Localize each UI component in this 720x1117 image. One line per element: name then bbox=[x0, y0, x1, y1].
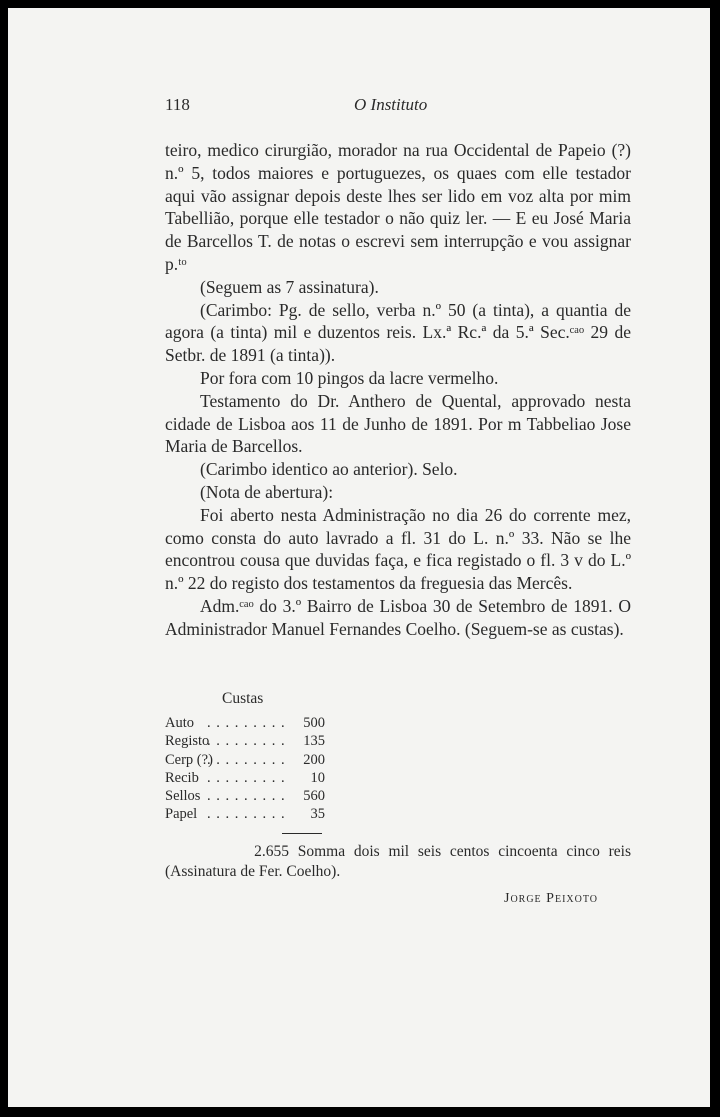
dot-leader bbox=[207, 788, 291, 805]
dot-leader bbox=[207, 806, 291, 823]
dot-leader bbox=[207, 770, 291, 787]
cost-value: 10 bbox=[310, 769, 325, 786]
total-value: 2.655 bbox=[254, 843, 289, 860]
dot-leader bbox=[207, 733, 291, 750]
paragraph: Por fora com 10 pingos da lacre vermelho. bbox=[200, 367, 499, 388]
author-signature: Jorge Peixoto bbox=[504, 891, 598, 906]
paragraph: (Carimbo identico ao anterior). Selo. bbox=[200, 459, 458, 480]
body-text bbox=[165, 139, 631, 641]
running-title: O Instituto bbox=[354, 95, 428, 114]
cost-value: 35 bbox=[310, 806, 325, 823]
cost-label: Cerp (?) bbox=[165, 751, 213, 768]
cost-label: Auto bbox=[165, 715, 194, 731]
costs-title: Custas bbox=[222, 690, 264, 707]
cost-row bbox=[165, 788, 325, 806]
paragraph: (Carimbo: Pg. de sello, verba n.º 50 (a tinta), a quantia de agora (a tinta) mil e duzentos reis. Lx.ª Rc.ª da 5.ª Sec.ᶜᵃᵒ 29 de Setbr. de 1891 (a tinta)). bbox=[165, 299, 631, 366]
cost-label: Recib bbox=[165, 769, 199, 786]
dot-leader bbox=[207, 752, 291, 769]
cost-value: 500 bbox=[303, 715, 325, 731]
total-text: Somma dois mil seis centos cincoenta cinco reis (Assinatura de Fer. Coelho). bbox=[165, 843, 632, 880]
cost-label: Sellos bbox=[165, 788, 201, 805]
cost-value: 135 bbox=[303, 733, 325, 750]
paragraph: (Seguem as 7 assinatura). bbox=[200, 276, 379, 297]
paragraph: teiro, medico cirurgião, morador na rua Occidental de Papeio (?) n.º 5, todos maiores e portuguezes, os quaes com elle testador aqui vão assignar depois deste lhes ser lido em voz alta por mim Tabellião, porque elle testador o não quiz ler. — E eu José Maria de Barcellos T. de notas o escrevi sem interrupção e vou assignar p.ᵗᵒ bbox=[165, 140, 631, 274]
cost-row bbox=[165, 715, 325, 733]
sum-rule bbox=[282, 833, 322, 834]
cost-value: 200 bbox=[303, 751, 325, 768]
cost-row bbox=[165, 733, 325, 751]
dot-leader bbox=[207, 715, 291, 732]
cost-label: Papel bbox=[165, 806, 198, 823]
cost-row bbox=[165, 770, 325, 788]
cost-row bbox=[165, 752, 325, 770]
page-number: 118 bbox=[165, 95, 190, 114]
costs-list bbox=[165, 715, 325, 825]
paragraph: Adm.ᶜᵃᵒ do 3.º Bairro de Lisboa 30 de Setembro de 1891. O Administrador Manuel Fernandes Coelho. (Seguem-se as custas). bbox=[165, 595, 631, 639]
paragraph: Testamento do Dr. Anthero de Quental, approvado nesta cidade de Lisboa aos 11 de Junho de 1891. Por m Tabbeliao Jose Maria de Barcellos. bbox=[165, 390, 631, 457]
paragraph: Foi aberto nesta Administração no dia 26 do corrente mez, como consta do auto lavrado a fl. 31 do L. n.º 33. Não se lhe encontrou cousa que duvidas faça, e fica registado o fl. 3 v do L.º n.º 22 do registo dos testamentos da freguesia das Mercês. bbox=[165, 504, 631, 594]
cost-value: 560 bbox=[303, 788, 325, 805]
cost-label: Registo bbox=[165, 733, 210, 750]
page-header bbox=[165, 95, 631, 117]
cost-row bbox=[165, 806, 325, 824]
paragraph: (Nota de abertura): bbox=[200, 481, 334, 502]
total-paragraph bbox=[165, 842, 631, 882]
